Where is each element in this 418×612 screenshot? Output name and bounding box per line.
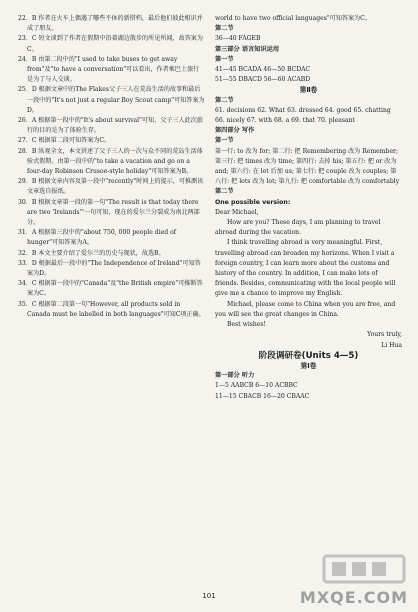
section-part-three: 第三部分 语言知识运用: [215, 45, 280, 53]
section-first: 第一节: [215, 55, 234, 63]
right-intro: world to have two official languages"可知答案为C。: [215, 15, 371, 22]
right-column: [215, 14, 402, 584]
page-number: 101: [202, 592, 216, 600]
sample-essay: [215, 198, 402, 351]
answers-36-40: 36—40 FAGEB: [215, 35, 261, 43]
essay-paragraph-2: I think travelling abroad is very meaningful. First, travelling abroad can broaden my horizons. When I visit a foreign country, I can learn more about the customs and history of the country. In addition, I can make lots of friends. Besides, communicating with the local people will give me a chance to improve my English.: [215, 239, 396, 298]
answer-explanation: 23．C 短文谈到了作者在假期中沿着湖边散步的所见所闻，故答案为C。: [18, 35, 203, 53]
essay-greeting: Dear Michael,: [215, 208, 259, 216]
answer-explanation: 31．A 根据第三段中的"about 750, 000 people died of hunger"可知答案为A。: [18, 229, 177, 247]
left-column: [18, 14, 205, 584]
unit-test-heading: 阶段调研卷(Units 4—5): [258, 350, 359, 361]
answers-grammar: 61. decisions 62. What 63. dressed 64. good 65. chatting 66. nicely 67. with 68. a 69. that 70. pleasant: [215, 106, 391, 125]
watermark-text: MXQE.COM: [299, 588, 408, 607]
answer-explanation: 35．C 根据第二段第一句"However, all products sold in Canada must be labelled in both languages"可知C项正确。: [18, 300, 205, 318]
volume-two-heading: 第Ⅱ卷: [299, 86, 318, 95]
answer-explanation: 29．B 根据文章内容及第一段中"recently"时间上的提示，可推测该文章选自报纸。: [18, 178, 204, 196]
answers-11-20: 11—15 CBACB 16—20 CBAAC: [215, 392, 310, 400]
section-second-c: 第二节: [215, 188, 234, 196]
essay-paragraph-1: How are you? These days, I am planning to travel abroad during the vacation.: [215, 219, 381, 237]
answers-41-50: 41—45 BCADA 46—50 BCDAC: [215, 66, 311, 74]
essay-heading: One possible version:: [215, 198, 291, 206]
answers-51-60: 51—55 DBACD 56—60 ACABD: [215, 76, 311, 84]
answer-explanation: 28．B 纵观全文，本文讲述了父子三人的一次与众不同的荒岛生活体验式假期。由第一段中的"to take a vacation and go on a four-day Robinson Crusoe-style holiday"可知答案为B。: [18, 147, 203, 176]
answer-explanation: 25．D 根据文章中的The Flakes父子三人在荒岛生活的故事和最后一段中的"It's not just a regular Boy Scout camp"可知答案为D。: [18, 86, 205, 114]
answer-explanation: 24．B 由第二段中的"I used to take buses to get away from"及"to have a conversation"可以看出，作者乘巴士旅行是为了与人交谈。: [18, 55, 200, 84]
answers-1-10: 1—5 AABCB 6—10 ACBBC: [215, 382, 298, 390]
section-second: 第二节: [215, 25, 234, 33]
essay-closing: Best wishes!: [227, 321, 266, 329]
section-second-b: 第二节: [215, 96, 234, 104]
answer-explanation: 33．D 根据最后一段中的"The Independence of Ireland"可知答案为D。: [18, 259, 201, 278]
volume-one-heading: 第Ⅰ卷: [300, 361, 317, 370]
answer-explanation: 34．C 根据第一段中的"Canada"及"the British empire"可推断答案为C。: [18, 280, 203, 298]
answer-explanation: 26．A 根据第一段中的"It's about survival"可知，父子三人此次旅行的目的是为了体验生存。: [18, 117, 203, 135]
essay-sign-off: Yours truly,: [367, 331, 402, 339]
section-part-four: 第四部分 写作: [215, 127, 255, 135]
section-first-b: 第一节: [215, 137, 234, 145]
answer-explanation: 32．B 本文主要介绍了爱尔兰的历史与现状，故选B。: [18, 249, 165, 257]
essay-signature: Li Hua: [381, 341, 402, 349]
essay-paragraph-3: Michael, please come to China when you are free, and you will see the great changes in China.: [215, 300, 396, 318]
answer-page: [18, 14, 402, 584]
answer-explanation: 30．B 根据文章第一段的第一句"The result is that today there are two 'Irelands'"一句可知，现在的爱尔兰分裂成为南北两部分。: [18, 198, 200, 227]
answer-explanation: 22．B 作者在火车上偶遇了哪些不休的新搭档，最后他们彼此相识并成了朋友。: [18, 15, 203, 33]
section-part-one: 第一部分 听力: [215, 372, 255, 380]
error-corrections: 第一行: to 改为 for; 第二行: 把 Remembering 改为 Remember; 第三行: 把 times 改为 time; 第四行: 去掉 his; 第五行: 把 or 改为 and; 第六行: 在 let 后加 us; 第七行: 把 couple 改为 couples; 第八行: 把 lots 改为 lot; 第九行: 把 comfortable 改为 comfortably: [215, 147, 400, 186]
answer-explanation: 27．C 根据第二段可知答案为C。: [18, 137, 111, 145]
